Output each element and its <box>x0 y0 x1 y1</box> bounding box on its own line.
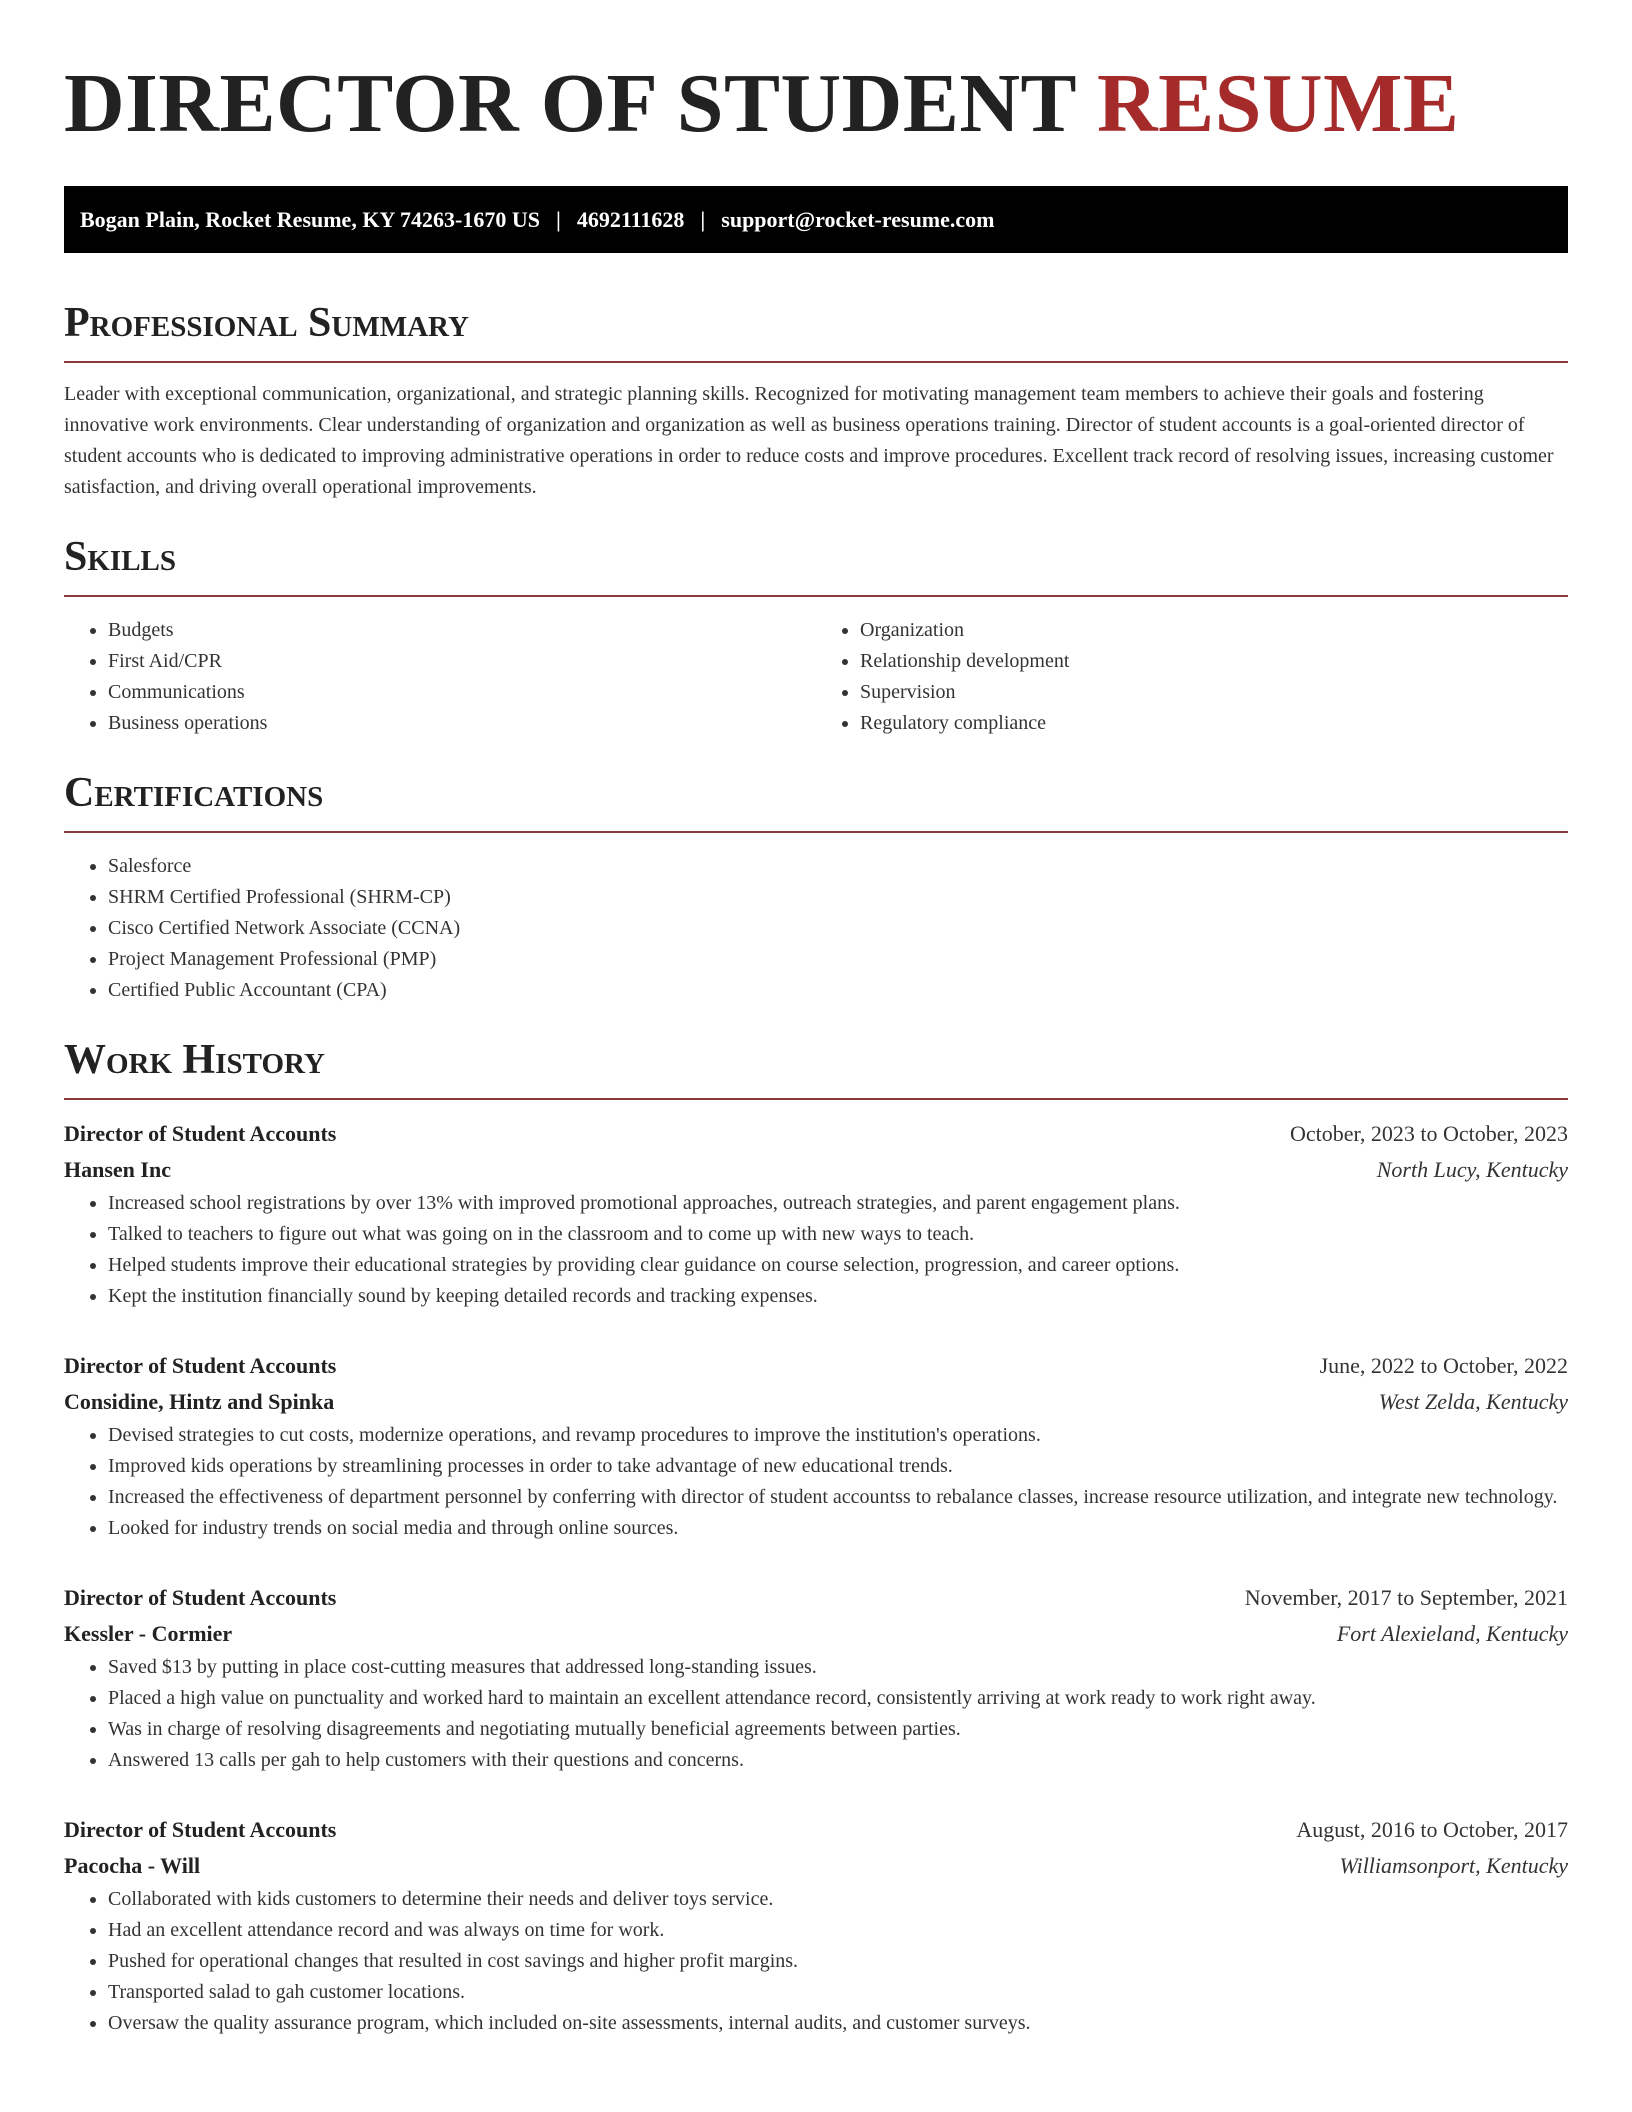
job-location: Williamsonport, Kentucky <box>1339 1853 1568 1878</box>
job-company-row <box>64 1152 1568 1188</box>
job-bullets <box>64 1884 1568 2039</box>
job-dates: June, 2022 to October, 2022 <box>1319 1353 1568 1378</box>
job-bullet: • Helped students improve their educational strategies by providing clear guidance on course selection, progression, and career options. <box>108 1250 1568 1281</box>
job-location: North Lucy, Kentucky <box>1376 1157 1568 1182</box>
job-header-row <box>64 1116 1568 1152</box>
job-entry <box>64 1580 1568 1776</box>
job-bullet: • Increased school registrations by over 13% with improved promotional approaches, outreach strategies, and parent engagement plans. <box>108 1188 1568 1219</box>
job-bullet: • Answered 13 calls per gah to help customers with their questions and concerns. <box>108 1745 1568 1776</box>
contact-address: Bogan Plain, Rocket Resume, KY 74263-1670 US <box>80 206 540 232</box>
job-bullet: • Increased the effectiveness of department personnel by conferring with director of student accountss to rebalance classes, increase resource utilization, and integrate new technology. <box>108 1482 1568 1513</box>
contact-phone: 4692111628 <box>576 206 685 232</box>
job-company: Kessler - Cormier <box>64 1621 233 1646</box>
job-bullet: • Oversaw the quality assurance program, which included on-site assessments, internal audits, and customer surveys. <box>108 2008 1568 2039</box>
job-title: Director of Student Accounts <box>64 1353 337 1378</box>
skills-columns <box>64 615 1568 739</box>
list-item: • SHRM Certified Professional (SHRM-CP) <box>108 882 1568 913</box>
skills-list-left <box>64 615 816 739</box>
job-title: Director of Student Accounts <box>64 1585 337 1610</box>
job-bullets <box>64 1188 1568 1312</box>
list-item: • First Aid/CPR <box>108 646 816 677</box>
contact-separator: | <box>700 206 706 232</box>
skills-section <box>64 533 1568 739</box>
contact-bar <box>64 186 1568 253</box>
job-header-row <box>64 1812 1568 1848</box>
job-entry <box>64 1348 1568 1544</box>
summary-section <box>64 299 1568 503</box>
job-bullet: • Transported salad to gah customer locations. <box>108 1977 1568 2008</box>
job-bullet: • Placed a high value on punctuality and worked hard to maintain an excellent attendance record, consistently arriving at work ready to work right away. <box>108 1683 1568 1714</box>
job-bullet: • Pushed for operational changes that resulted in cost savings and higher profit margins. <box>108 1946 1568 1977</box>
job-company: Hansen Inc <box>64 1157 171 1182</box>
job-bullet: • Had an excellent attendance record and was always on time for work. <box>108 1915 1568 1946</box>
list-item: • Certified Public Accountant (CPA) <box>108 975 1568 1006</box>
section-divider <box>64 831 1568 833</box>
job-company-row <box>64 1616 1568 1652</box>
title-main: DIRECTOR OF STUDENT <box>64 57 1076 150</box>
job-bullet: • Improved kids operations by streamlining processes in order to take advantage of new educational trends. <box>108 1451 1568 1482</box>
job-bullet: • Was in charge of resolving disagreements and negotiating mutually beneficial agreements between parties. <box>108 1714 1568 1745</box>
contact-email: support@rocket-resume.com <box>721 206 995 232</box>
contact-separator: | <box>555 206 561 232</box>
job-bullet: • Looked for industry trends on social media and through online sources. <box>108 1513 1568 1544</box>
work-heading: Work History <box>64 1037 325 1083</box>
job-bullet: • Kept the institution financially sound by keeping detailed records and tracking expenses. <box>108 1281 1568 1312</box>
job-company-row <box>64 1384 1568 1420</box>
job-bullet: • Talked to teachers to figure out what was going on in the classroom and to come up with new ways to teach. <box>108 1219 1568 1250</box>
skills-heading: Skills <box>64 534 177 580</box>
list-item: • Business operations <box>108 708 816 739</box>
job-entry <box>64 1116 1568 1312</box>
summary-text: Leader with exceptional communication, organizational, and strategic planning skills. Recognized for motivating management team members to achieve their goals and fostering innovative work environments. Clear understanding of organization and organization as well as business operations training. Director of student accounts is a goal-oriented director of student accounts who is dedicated to improving administrative operations in order to reduce costs and improve procedures. Excellent track record of resolving issues, increasing customer satisfaction, and driving overall operational improvements. <box>64 383 1554 498</box>
list-item: • Supervision <box>860 677 1568 708</box>
certifications-heading: Certifications <box>64 770 324 816</box>
title-accent: RESUME <box>1097 57 1460 150</box>
job-title: Director of Student Accounts <box>64 1817 337 1842</box>
certifications-list <box>64 851 1568 1006</box>
list-item: • Relationship development <box>860 646 1568 677</box>
job-location: West Zelda, Kentucky <box>1378 1389 1568 1414</box>
page-title <box>64 0 1568 152</box>
job-bullet: • Collaborated with kids customers to determine their needs and deliver toys service. <box>108 1884 1568 1915</box>
certifications-section <box>64 769 1568 1006</box>
job-bullets <box>64 1652 1568 1776</box>
section-divider <box>64 361 1568 363</box>
work-history-list <box>64 1116 1568 2039</box>
section-divider <box>64 595 1568 597</box>
list-item: • Regulatory compliance <box>860 708 1568 739</box>
list-item: • Salesforce <box>108 851 1568 882</box>
list-item: • Organization <box>860 615 1568 646</box>
job-header-row <box>64 1348 1568 1384</box>
work-section <box>64 1036 1568 2039</box>
job-bullet: • Saved $13 by putting in place cost-cutting measures that addressed long-standing issues. <box>108 1652 1568 1683</box>
job-company: Pacocha - Will <box>64 1853 201 1878</box>
job-dates: August, 2016 to October, 2017 <box>1296 1817 1568 1842</box>
list-item: • Budgets <box>108 615 816 646</box>
job-dates: November, 2017 to September, 2021 <box>1244 1585 1568 1610</box>
job-company: Considine, Hintz and Spinka <box>64 1389 335 1414</box>
job-bullet: • Devised strategies to cut costs, modernize operations, and revamp procedures to improve the institution's operations. <box>108 1420 1568 1451</box>
job-dates: October, 2023 to October, 2023 <box>1289 1121 1568 1146</box>
job-bullets <box>64 1420 1568 1544</box>
job-header-row <box>64 1580 1568 1616</box>
summary-heading: Professional Summary <box>64 300 469 346</box>
job-entry <box>64 1812 1568 2039</box>
job-company-row <box>64 1848 1568 1884</box>
job-location: Fort Alexieland, Kentucky <box>1336 1621 1568 1646</box>
list-item: • Project Management Professional (PMP) <box>108 944 1568 975</box>
skills-list-right <box>816 615 1568 739</box>
job-title: Director of Student Accounts <box>64 1121 337 1146</box>
section-divider <box>64 1098 1568 1100</box>
list-item: • Communications <box>108 677 816 708</box>
list-item: • Cisco Certified Network Associate (CCNA) <box>108 913 1568 944</box>
